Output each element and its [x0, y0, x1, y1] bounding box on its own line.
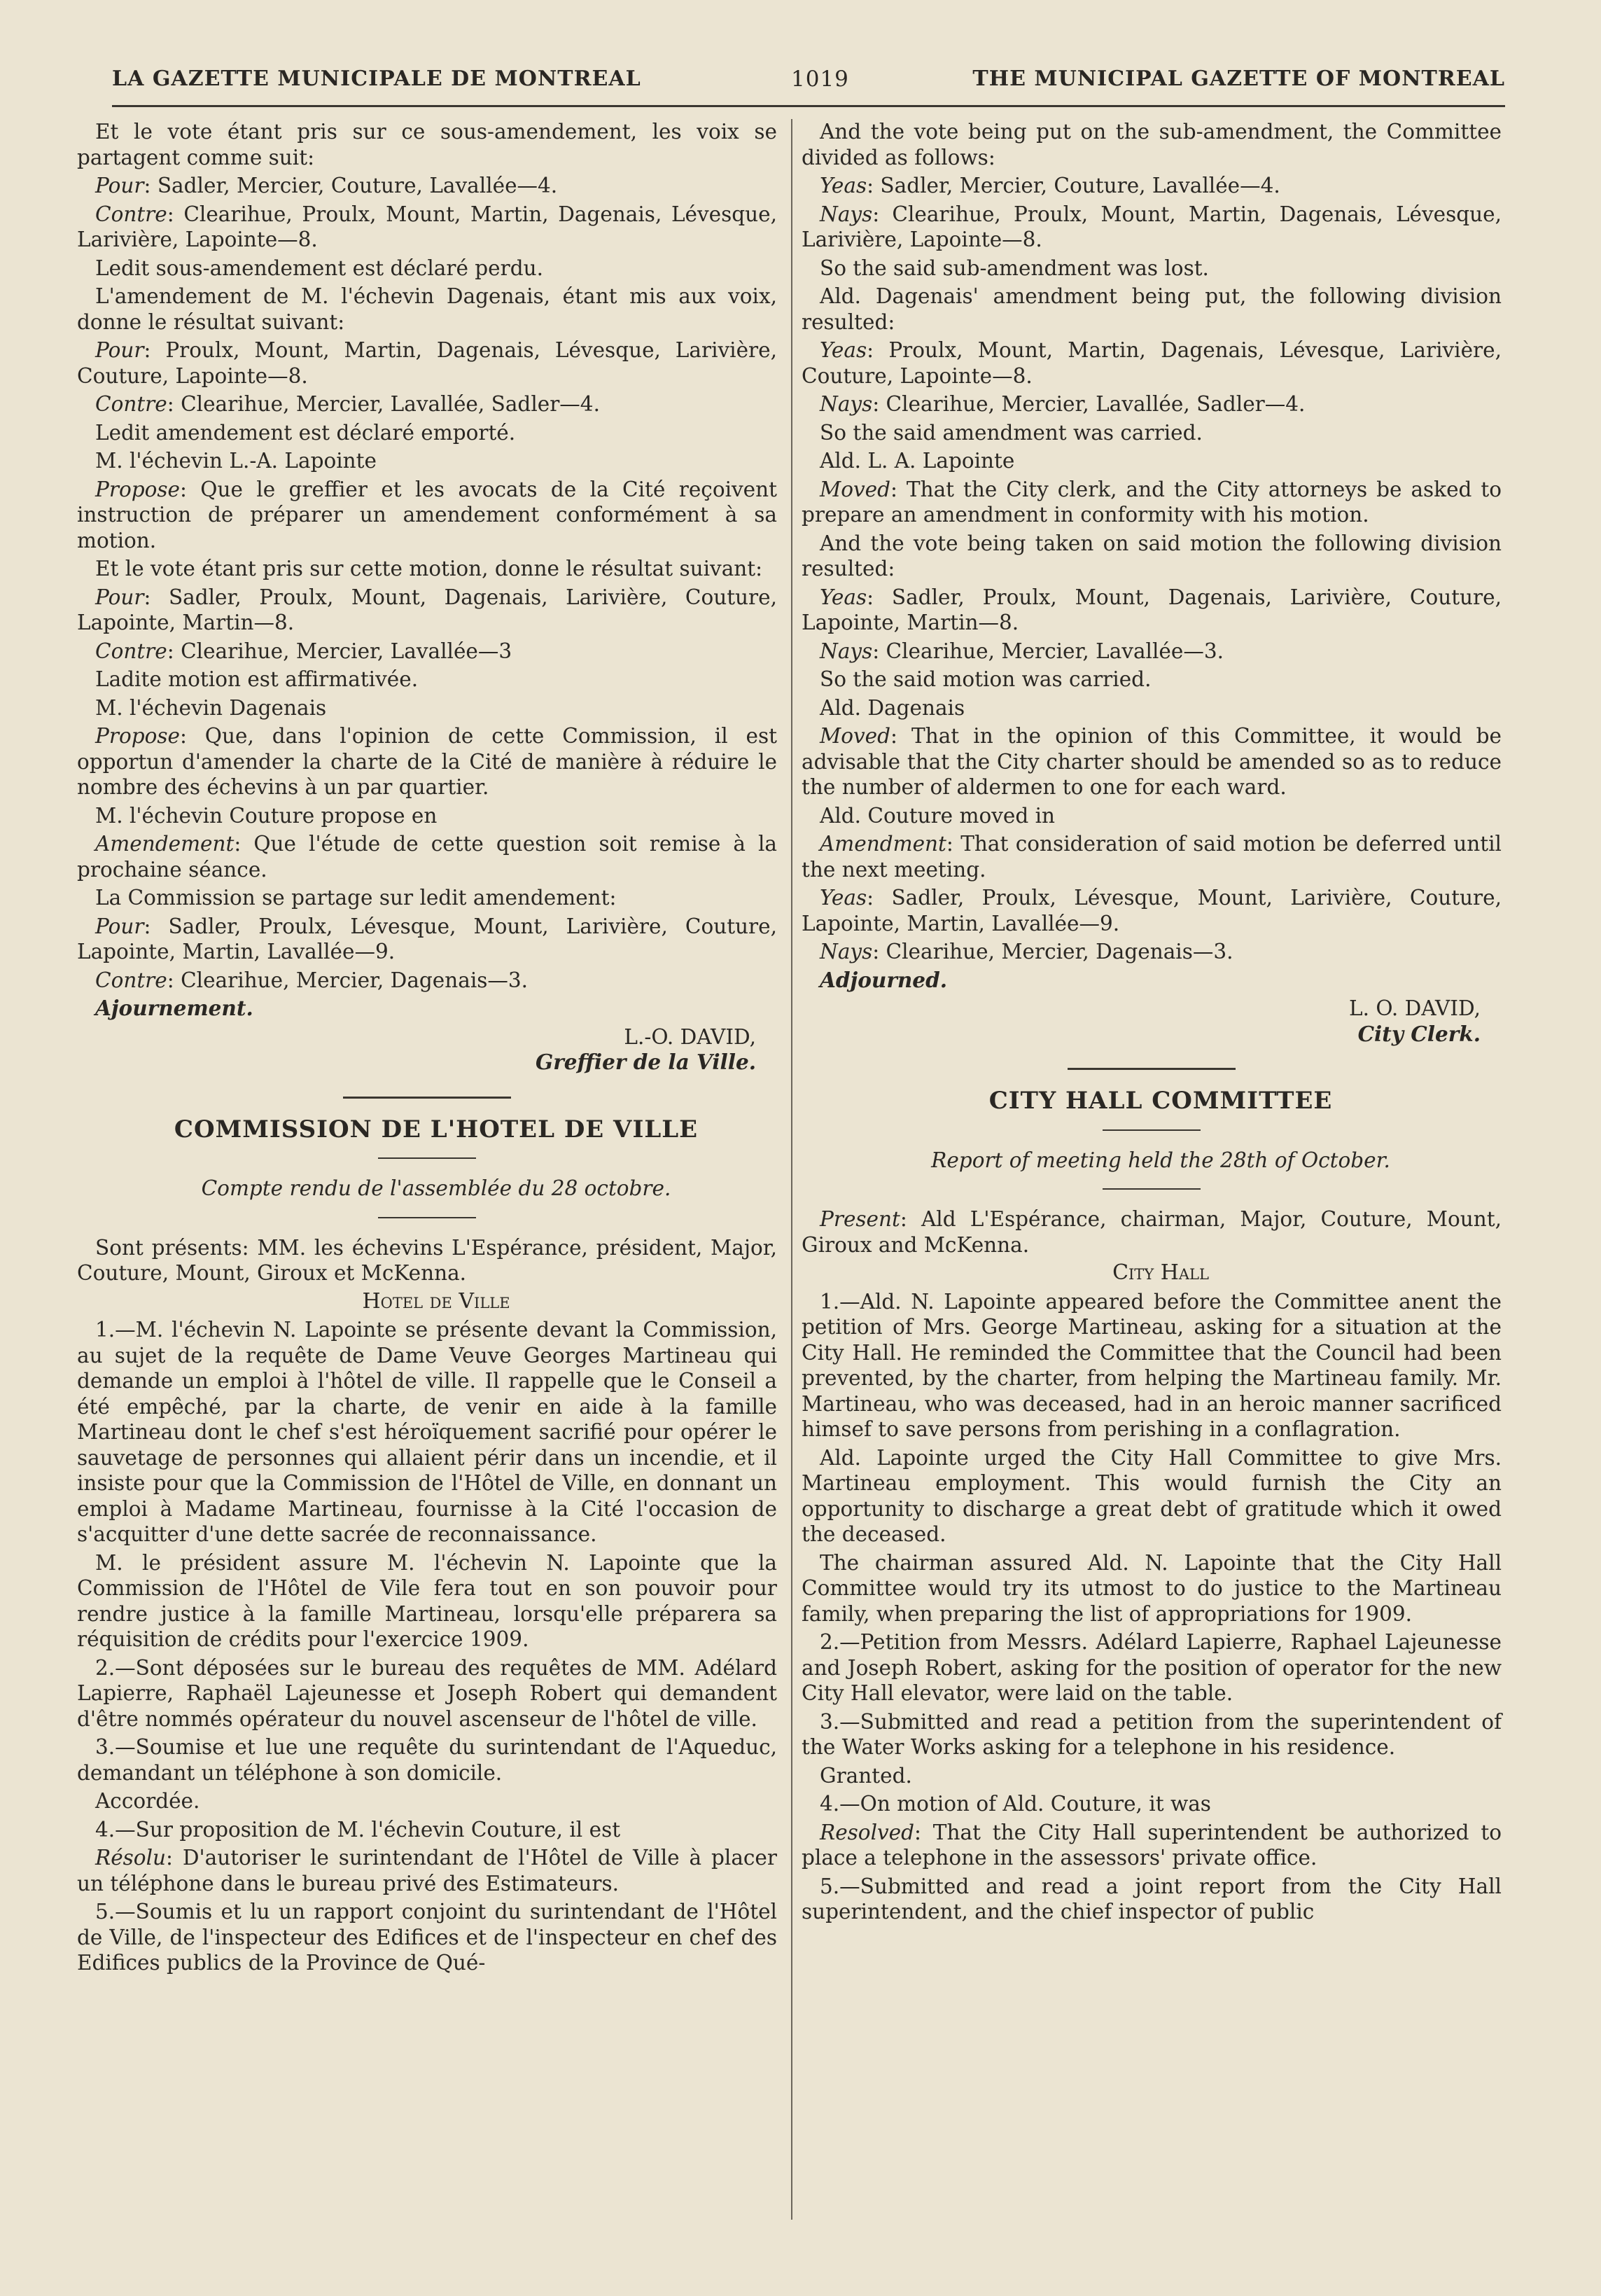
item-paragraph: Granted. [820, 1763, 912, 1788]
present-names: : Ald L'Espérance, chairman, Major, Couture, Mount, Giroux and McKenna. [802, 1207, 1502, 1257]
paragraph: Ladite motion est affirmativée. [95, 667, 419, 691]
item-paragraph: Ald. Lapointe urged the City Hall Committee to give Mrs. Martineau employment. This would furnish the City an opportunity to discharge a great debt of gratitude which it owed the deceased. [802, 1445, 1502, 1546]
vote-names: : Clearihue, Mercier, Lavallée—3. [872, 639, 1224, 663]
vote-names: : Sadler, Mercier, Couture, Lavallée—4. [144, 174, 558, 197]
vote-label: Pour [95, 338, 144, 362]
vote-line [77, 202, 777, 253]
clerk-name: L. O. DAVID, [1349, 996, 1481, 1020]
item-paragraph: 3.—Submitted and read a petition from the superintendent of the Water Works asking for a telephone in his residence. [802, 1709, 1502, 1759]
vote-names: : Clearihue, Mercier, Dagenais—3. [167, 968, 529, 992]
header-rule [112, 105, 1505, 107]
motion-text: : Que le greffier et les avocats de la Cité reçoivent instruction de préparer un amendement conformément à sa motion. [77, 477, 777, 552]
resolution-text: : That the City Hall superintendent be authorized to place a telephone in the assessors' private office. [802, 1820, 1502, 1870]
paragraph: So the said amendment was carried. [820, 420, 1203, 445]
item-paragraph: Accordée. [95, 1789, 200, 1813]
present-label: Present [820, 1207, 900, 1231]
paragraph: So the said motion was carried. [820, 667, 1152, 691]
vote-label: Yeas [820, 174, 867, 197]
paragraph: Ald. Dagenais' amendment being put, the following division resulted: [802, 284, 1502, 334]
paragraph: Et le vote étant pris sur ce sous-amendement, les voix se partagent comme suit: [77, 120, 777, 169]
vote-names: : Sadler, Proulx, Mount, Dagenais, Larivière, Couture, Lapointe, Martin—8. [77, 585, 777, 634]
amendment [77, 831, 777, 882]
amendment-label: Amendment [820, 832, 946, 856]
paragraph: M. l'échevin L.-A. Lapointe [95, 449, 377, 473]
vote-label: Contre [95, 639, 167, 663]
vote-names: : Sadler, Proulx, Mount, Dagenais, Larivière, Couture, Lapointe, Martin—8. [802, 585, 1502, 634]
motion-text: : That in the opinion of this Committee, it would be advisable that the City charter should be amended so as to reduce the number of aldermen to one for each ward. [802, 724, 1502, 799]
vote-label: Pour [95, 585, 144, 609]
motion [802, 477, 1502, 528]
signature-block [77, 1024, 756, 1076]
item-paragraph: 2.—Sont déposées sur le bureau des requêtes de MM. Adélard Lapierre, Raphaël Lajeunesse et Joseph Robert qui demandent d'être nommés opérateur du nouvel ascenseur de l'hôtel de ville. [77, 1655, 777, 1731]
vote-line [77, 391, 777, 417]
paragraph: Ald. Dagenais [820, 695, 965, 720]
motion-text: : Que, dans l'opinion de cette Commission, il est opportun d'amender la charte de la Cité de manière à réduire le nombre des échevins à un par quartier. [77, 724, 777, 799]
vote-label: Nays [820, 940, 873, 963]
paragraph: Ald. L. A. Lapointe [820, 449, 1015, 473]
header-left-title: LA GAZETTE MUNICIPALE DE MONTREAL [112, 67, 641, 91]
french-column [77, 119, 777, 1979]
clerk-title: City Clerk. [1357, 1021, 1481, 1046]
vote-names: : Sadler, Mercier, Couture, Lavallée—4. [867, 174, 1280, 197]
motion-text: : That the City clerk, and the City attorneys be asked to prepare an amendment in conformity with his motion. [802, 477, 1502, 527]
present-line [802, 1206, 1502, 1258]
sub-heading: City Hall [1112, 1260, 1209, 1285]
paragraph: Et le vote étant pris sur cette motion, donne le résultat suivant: [95, 557, 763, 580]
page-number: 1019 [791, 67, 849, 92]
resolution-text: : D'autoriser le surintendant de l'Hôtel de Ville à placer un téléphone dans le bureau privé des Estimateurs. [77, 1846, 777, 1895]
amendment-label: Amendement [95, 832, 235, 856]
vote-line [802, 639, 1502, 665]
amendment-text: : That consideration of said motion be deferred until the next meeting. [802, 832, 1502, 882]
vote-label: Pour [95, 914, 144, 938]
vote-label: Nays [820, 392, 873, 416]
clerk-title: Greffier de la Ville. [536, 1050, 756, 1074]
vote-label: Yeas [820, 338, 867, 362]
motion [77, 723, 777, 800]
amendment [802, 831, 1502, 882]
amendment-text: : Que l'étude de cette question soit remise à la prochaine séance. [77, 832, 777, 882]
vote-line [802, 585, 1502, 636]
running-head [112, 67, 1505, 109]
vote-line [802, 173, 1502, 199]
sub-heading: Hotel de Ville [362, 1288, 510, 1314]
vote-label: Contre [95, 392, 167, 416]
item-paragraph: 5.—Submitted and read a joint report from the City Hall superintendent, and the chief inspector of public [802, 1874, 1502, 1923]
motion-label: Propose [95, 477, 180, 501]
vote-line [802, 338, 1502, 389]
adjourned-note: Adjourned. [820, 967, 947, 992]
item-paragraph: 4.—On motion of Ald. Couture, it was [820, 1792, 1211, 1816]
title-rule [1103, 1188, 1201, 1190]
vote-names: : Proulx, Mount, Martin, Dagenais, Lévesque, Larivière, Couture, Lapointe—8. [77, 338, 777, 388]
vote-names: : Proulx, Mount, Martin, Dagenais, Lévesque, Larivière, Couture, Lapointe—8. [802, 338, 1502, 388]
report-line: Report of meeting held the 28th of October. [931, 1148, 1390, 1172]
vote-line [77, 338, 777, 389]
vote-line [77, 639, 777, 665]
paragraph: Ledit amendement est déclaré emporté. [95, 420, 516, 445]
vote-label: Nays [820, 639, 873, 663]
paragraph: M. l'échevin Couture propose en [95, 803, 438, 828]
title-rule [378, 1217, 476, 1218]
item-paragraph: 2.—Petition from Messrs. Adélard Lapierre, Raphael Lajeunesse and Joseph Robert, asking for the position of operator for the new City Hall elevator, were laid on the table. [802, 1630, 1502, 1705]
vote-names: : Sadler, Proulx, Lévesque, Mount, Larivière, Couture, Lapointe, Martin, Lavallée—9. [77, 914, 777, 963]
item-paragraph: 3.—Soumise et lue une requête du surintendant de l'Aqueduc, demandant un téléphone à son domicile. [77, 1735, 777, 1785]
vote-label: Yeas [820, 886, 867, 910]
vote-label: Contre [95, 968, 167, 992]
section-title: CITY HALL COMMITTEE [988, 1087, 1333, 1115]
vote-names: : Clearihue, Mercier, Lavallée, Sadler—4. [872, 392, 1306, 416]
resolution-label: Resolved [820, 1820, 915, 1844]
item-paragraph: 1.—Ald. N. Lapointe appeared before the Committee anent the petition of Mrs. George Martineau, asking for a situation at the City Hall. He reminded the Committee that the Council had been prevented, by the charter, from helping the Martineau family. Mr. Martineau, who was deceased, had in an heroic manner sacrificed himsef to save persons from perishing in a conflagration. [802, 1289, 1502, 1441]
vote-names: : Clearihue, Proulx, Mount, Martin, Dagenais, Lévesque, Larivière, Lapointe—8. [802, 202, 1502, 251]
vote-line [802, 885, 1502, 936]
header-right-title: THE MUNICIPAL GAZETTE OF MONTREAL [972, 67, 1505, 91]
vote-names: : Sadler, Proulx, Lévesque, Mount, Larivière, Couture, Lapointe, Martin, Lavallée—9. [802, 886, 1502, 935]
vote-names: : Clearihue, Proulx, Mount, Martin, Dagenais, Lévesque, Larivière, Lapointe—8. [77, 202, 777, 251]
item-paragraph: 5.—Soumis et lu un rapport conjoint du surintendant de l'Hôtel de Ville, de l'inspecteur des Edifices et de l'inspecteur en chef des Edifices publics de la Province de Qué- [77, 1900, 777, 1975]
vote-names: : Clearihue, Mercier, Lavallée—3 [167, 639, 512, 663]
column-divider [791, 119, 792, 2220]
vote-line [802, 391, 1502, 417]
clerk-name: L.-O. DAVID, [624, 1024, 756, 1049]
section-rule [1068, 1068, 1236, 1070]
section-title: COMMISSION DE L'HOTEL DE VILLE [174, 1115, 699, 1143]
item-paragraph: 4.—Sur proposition de M. l'échevin Couture, il est [95, 1817, 621, 1842]
vote-label: Pour [95, 174, 144, 197]
vote-line [77, 585, 777, 636]
paragraph: La Commission se partage sur ledit amendement: [95, 886, 617, 910]
motion-label: Propose [95, 724, 180, 748]
adjourned-note: Ajournement. [95, 996, 253, 1020]
motion-label: Moved [820, 724, 890, 748]
item-paragraph: 1.—M. l'échevin N. Lapointe se présente devant la Commission, au sujet de la requête de Dame Veuve Georges Martineau qui demande un emploi à l'hôtel de ville. Il rappelle que le Conseil a été empêché, par la charte, de venir en aide à la famille Martineau dont le chef s'est héroïquement sacrifié pour opérer le sauvetage de personnes qui allaient périr dans un incendie, et il insiste pour que la Commission de l'Hôtel de Ville, en donnant un emploi à Madame Martineau, fournisse à la Cité l'occasion de s'acquitter d'une dette sacrée de reconnaissance. [77, 1318, 777, 1546]
vote-label: Contre [95, 202, 167, 226]
paragraph: And the vote being put on the sub-amendment, the Committee divided as follows: [802, 120, 1502, 169]
motion [802, 723, 1502, 800]
resolution [802, 1820, 1502, 1871]
paragraph: M. l'échevin Dagenais [95, 695, 327, 720]
motion [77, 477, 777, 554]
signature-block [802, 996, 1481, 1047]
vote-names: : Clearihue, Mercier, Dagenais—3. [872, 940, 1233, 963]
paragraph: And the vote being taken on said motion the following division resulted: [802, 531, 1502, 580]
vote-label: Nays [820, 202, 873, 226]
present-line: Sont présents: MM. les échevins L'Espérance, président, Major, Couture, Mount, Giroux et McKenna. [77, 1235, 777, 1285]
title-rule [378, 1157, 476, 1159]
paragraph: Ald. Couture moved in [820, 803, 1056, 828]
title-rule [1103, 1129, 1201, 1131]
english-column [802, 119, 1502, 1928]
vote-names: : Clearihue, Mercier, Lavallée, Sadler—4. [167, 392, 600, 416]
vote-label: Yeas [820, 585, 867, 609]
section-rule [343, 1097, 511, 1099]
vote-line [77, 914, 777, 965]
paragraph: L'amendement de M. l'échevin Dagenais, étant mis aux voix, donne le résultat suivant: [77, 284, 777, 334]
motion-label: Moved [820, 477, 890, 501]
item-paragraph: The chairman assured Ald. N. Lapointe that the City Hall Committee would try its utmost to do justice to the Martineau family, when preparing the list of appropriations for 1909. [802, 1550, 1502, 1626]
resolution [77, 1845, 777, 1896]
vote-line [77, 968, 777, 994]
paragraph: So the said sub-amendment was lost. [820, 256, 1209, 280]
vote-line [802, 202, 1502, 253]
paragraph: Ledit sous-amendement est déclaré perdu. [95, 256, 543, 280]
report-line: Compte rendu de l'assemblée du 28 octobre. [201, 1176, 671, 1200]
resolution-label: Résolu [95, 1846, 167, 1870]
vote-line [802, 939, 1502, 965]
item-paragraph: M. le président assure M. l'échevin N. Lapointe que la Commission de l'Hôtel de Vile fera tout en son pouvoir pour rendre justice à la famille Martineau, lorsqu'elle préparera sa réquisition de crédits pour l'exercice 1909. [77, 1550, 777, 1651]
vote-line [77, 173, 777, 199]
